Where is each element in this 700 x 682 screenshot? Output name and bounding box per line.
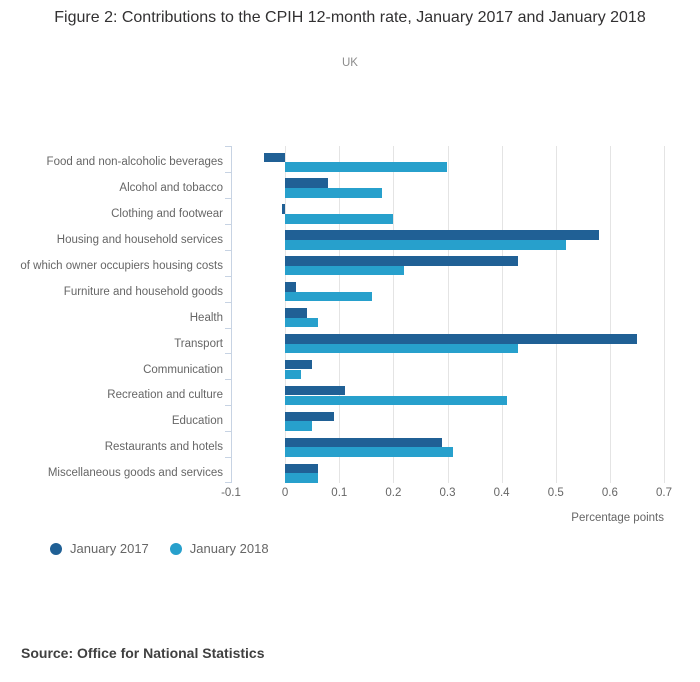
category-label: Transport	[174, 337, 223, 350]
gridline	[664, 146, 665, 483]
x-tick-label: 0.2	[385, 487, 402, 499]
legend-item	[50, 541, 149, 556]
bar-january-2017	[285, 230, 599, 240]
x-tick-label: 0.1	[331, 487, 348, 499]
y-axis-tick	[225, 457, 231, 458]
y-axis-tick	[225, 302, 231, 303]
category-label: Food and non-alcoholic beverages	[46, 156, 223, 169]
bar-january-2018	[285, 421, 312, 431]
category-label: Restaurants and hotels	[104, 441, 223, 454]
bar-january-2018	[285, 447, 453, 457]
category-label: Miscellaneous goods and services	[47, 467, 223, 480]
legend-marker-january-2018	[170, 543, 182, 555]
category-label: of which owner occupiers housing costs	[20, 259, 223, 272]
gridline	[502, 146, 503, 483]
bar-january-2018	[285, 240, 566, 250]
category-label: Clothing and footwear	[111, 207, 223, 220]
x-axis-title: Percentage points	[571, 512, 664, 524]
y-axis-line	[231, 146, 232, 483]
x-tick-label: 0.7	[656, 487, 672, 499]
bar-january-2017	[285, 308, 307, 318]
x-tick-label: 0.6	[601, 487, 618, 499]
bar-january-2018	[285, 266, 404, 276]
y-axis-tick	[225, 250, 231, 251]
gridline	[393, 146, 394, 483]
bar-january-2017	[285, 178, 328, 188]
y-axis-tick	[225, 276, 231, 277]
x-tick-label: -0.1	[221, 487, 241, 499]
category-label: Housing and household services	[56, 233, 223, 246]
bar-january-2017	[285, 464, 318, 474]
x-tick-label: 0.4	[493, 487, 510, 499]
bar-january-2018	[285, 344, 518, 354]
y-axis-tick	[225, 405, 231, 406]
category-label: Health	[189, 311, 223, 324]
y-axis-tick	[225, 198, 231, 199]
plot-area	[231, 146, 664, 483]
legend-marker-january-2017	[50, 543, 62, 555]
bar-january-2018	[285, 188, 382, 198]
y-axis-tick	[225, 353, 231, 354]
bar-january-2018	[285, 162, 447, 172]
y-axis-tick	[225, 224, 231, 225]
x-axis-tick-labels	[221, 487, 672, 501]
x-tick-label: 0.5	[547, 487, 564, 499]
chart-title: Figure 2: Contributions to the CPIH 12-month rate, January 2017 and January 2018	[54, 9, 646, 26]
bar-january-2018	[285, 396, 507, 406]
bar-january-2018	[285, 370, 301, 380]
legend-item	[170, 541, 269, 556]
y-axis-tick	[225, 431, 231, 432]
bar-january-2017	[285, 438, 442, 448]
source-text: Source: Office for National Statistics	[21, 645, 265, 661]
y-axis-tick	[225, 379, 231, 380]
legend-label: January 2018	[189, 541, 269, 556]
bar-january-2017	[264, 153, 286, 163]
chart-subtitle: UK	[342, 57, 358, 69]
bar-january-2017	[285, 256, 518, 266]
category-label: Education	[171, 415, 223, 428]
legend-label: January 2017	[70, 541, 149, 556]
bar-january-2017	[285, 386, 345, 396]
bar-january-2017	[285, 282, 296, 292]
y-axis-category-labels	[0, 146, 224, 483]
x-tick-label: 0	[281, 487, 289, 499]
bar-january-2017	[285, 412, 334, 422]
bar-january-2018	[285, 214, 393, 224]
gridline	[610, 146, 611, 483]
legend	[50, 541, 269, 556]
bar-january-2017	[285, 360, 312, 370]
category-label: Alcohol and tobacco	[119, 182, 223, 195]
bar-january-2018	[285, 292, 372, 302]
x-tick-label: 0.3	[439, 487, 456, 499]
category-label: Communication	[143, 363, 223, 376]
y-axis-tick	[225, 482, 231, 483]
bar-january-2018	[285, 473, 318, 483]
category-label: Recreation and culture	[107, 389, 223, 402]
y-axis-tick	[225, 328, 231, 329]
category-label: Furniture and household goods	[63, 285, 223, 298]
bar-january-2017	[282, 204, 285, 214]
y-axis-tick	[225, 146, 231, 147]
y-axis-tick	[225, 172, 231, 173]
bar-january-2017	[285, 334, 637, 344]
bar-january-2018	[285, 318, 318, 328]
gridline	[448, 146, 449, 483]
gridline	[556, 146, 557, 483]
